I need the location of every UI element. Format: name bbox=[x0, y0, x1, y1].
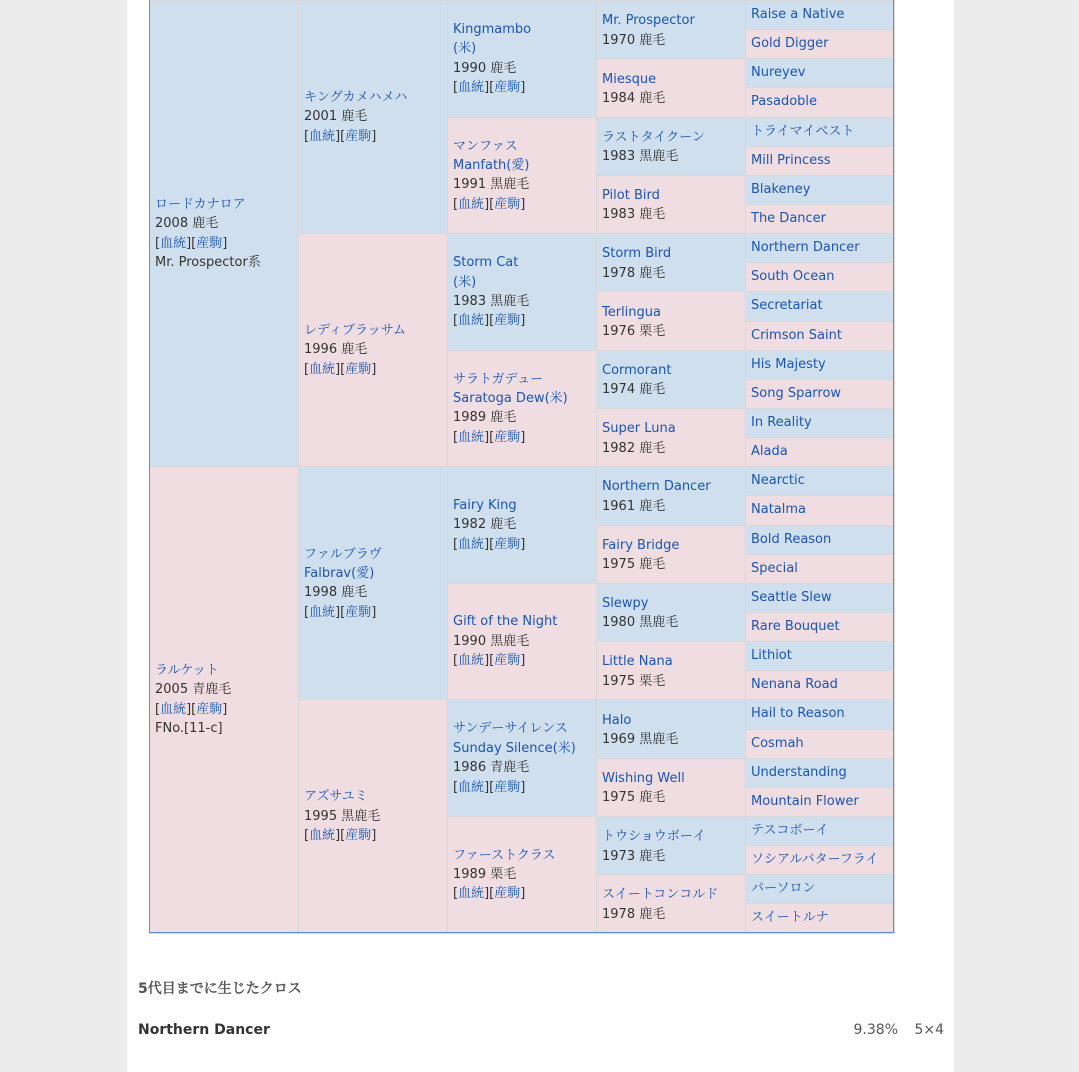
ancestor-birth-color: 1970 鹿毛 bbox=[602, 32, 666, 48]
ancestor-extra: Mr. Prospector系 bbox=[155, 255, 261, 271]
cross-section-title: 5代目までに生じたクロス bbox=[138, 981, 302, 997]
ancestor-name[interactable]: Blakeney bbox=[751, 181, 811, 197]
produce-link[interactable]: 産駒 bbox=[345, 361, 372, 377]
ancestor-cell bbox=[746, 875, 895, 904]
ancestor-cell bbox=[597, 350, 746, 408]
ancestor-name[interactable]: Fairy King bbox=[453, 497, 517, 513]
ancestor-birth-color: 1991 黒鹿毛 bbox=[453, 177, 530, 193]
ancestor-cell bbox=[299, 234, 448, 467]
ancestor-cell bbox=[597, 1, 746, 59]
ancestor-birth-color: 1961 鹿毛 bbox=[602, 498, 666, 514]
pedigree-links: [血統][産駒] bbox=[453, 80, 526, 96]
cross-horse-name: Northern Dancer bbox=[138, 1022, 270, 1038]
ancestor-birth-color: 1986 青鹿毛 bbox=[453, 760, 530, 776]
ancestor-name[interactable]: Pilot Bird bbox=[602, 188, 660, 204]
ancestor-name-alt[interactable]: (米) bbox=[453, 41, 477, 57]
ancestor-name[interactable]: レディブラッサム bbox=[304, 323, 407, 339]
ancestor-name[interactable]: Nureyev bbox=[751, 65, 806, 81]
ancestor-cell bbox=[746, 292, 895, 321]
ancestor-cell bbox=[746, 234, 895, 263]
ancestor-name[interactable]: Slewpy bbox=[602, 596, 649, 612]
ancestor-cell bbox=[746, 904, 895, 933]
produce-link[interactable]: 産駒 bbox=[494, 779, 521, 795]
ancestor-name[interactable]: ロードカナロア bbox=[155, 196, 246, 212]
ancestor-cell bbox=[448, 350, 597, 467]
ancestor-name[interactable]: サラトガデュー bbox=[453, 371, 544, 387]
ancestor-name[interactable]: サンデーサイレンス bbox=[453, 721, 568, 737]
ancestor-cell bbox=[746, 1, 895, 30]
ancestor-cell bbox=[746, 583, 895, 612]
ancestor-name[interactable]: Miesque bbox=[602, 71, 657, 87]
produce-link[interactable]: 産駒 bbox=[196, 235, 223, 251]
ancestor-name[interactable]: His Majesty bbox=[751, 356, 826, 372]
ancestor-name[interactable]: Seattle Slew bbox=[751, 589, 832, 605]
ancestor-birth-color: 1983 鹿毛 bbox=[602, 207, 666, 223]
blood-link[interactable]: 血統 bbox=[458, 886, 485, 902]
ancestor-name[interactable]: Storm Bird bbox=[602, 246, 672, 262]
ancestor-cell bbox=[746, 700, 895, 729]
ancestor-birth-color: 1990 黒鹿毛 bbox=[453, 633, 530, 649]
ancestor-cell bbox=[746, 263, 895, 292]
ancestor-name[interactable]: Northern Dancer bbox=[751, 240, 860, 256]
ancestor-cell bbox=[746, 408, 895, 437]
produce-link[interactable]: 産駒 bbox=[494, 313, 521, 329]
ancestor-name[interactable]: マンファス bbox=[453, 138, 518, 154]
ancestor-name[interactable]: Storm Cat bbox=[453, 255, 519, 271]
ancestor-cell bbox=[597, 642, 746, 700]
ancestor-name[interactable]: Bold Reason bbox=[751, 531, 832, 547]
blood-link[interactable]: 血統 bbox=[458, 80, 485, 96]
blood-link[interactable]: 血統 bbox=[458, 536, 485, 552]
ancestor-cell bbox=[746, 846, 895, 875]
ancestor-cell bbox=[746, 146, 895, 175]
ancestor-name[interactable]: パーソロン bbox=[751, 881, 816, 897]
pedigree-links: [血統][産駒] bbox=[453, 429, 526, 445]
ancestor-birth-color: 1974 鹿毛 bbox=[602, 382, 666, 398]
cross-percent: 9.38% bbox=[853, 1022, 898, 1038]
pedigree-row bbox=[150, 467, 895, 496]
cross-generation: 5×4 bbox=[914, 1022, 944, 1038]
blood-link[interactable]: 血統 bbox=[160, 235, 187, 251]
ancestor-name-alt[interactable]: Sunday Silence(米) bbox=[453, 740, 576, 756]
ancestor-cell bbox=[746, 787, 895, 816]
pedigree-links: [血統][産駒] bbox=[453, 886, 526, 902]
ancestor-cell bbox=[597, 175, 746, 233]
ancestor-cell bbox=[597, 408, 746, 466]
ancestor-name[interactable]: Lithiot bbox=[751, 648, 792, 664]
ancestor-birth-color: 1978 鹿毛 bbox=[602, 906, 666, 922]
pedigree-links: [血統][産駒] bbox=[155, 701, 228, 717]
blood-link[interactable]: 血統 bbox=[458, 779, 485, 795]
ancestor-name[interactable]: Raise a Native bbox=[751, 7, 845, 23]
blood-link[interactable]: 血統 bbox=[309, 128, 336, 144]
ancestor-name[interactable]: ファルブラヴ bbox=[304, 546, 382, 562]
ancestor-name[interactable]: スイートコンコルド bbox=[602, 887, 719, 903]
ancestor-extra: FNo.[11-c] bbox=[155, 721, 223, 737]
ancestor-cell bbox=[746, 175, 895, 204]
ancestor-name[interactable]: ラルケット bbox=[155, 663, 219, 679]
ancestor-name[interactable]: トウショウボーイ bbox=[602, 829, 706, 845]
ancestor-name[interactable]: Alada bbox=[751, 444, 788, 460]
ancestor-cell bbox=[150, 1, 299, 467]
ancestor-name-alt[interactable]: Saratoga Dew(米) bbox=[453, 391, 568, 407]
ancestor-name[interactable]: In Reality bbox=[751, 415, 812, 431]
ancestor-birth-color: 1983 黒鹿毛 bbox=[602, 149, 679, 165]
ancestor-cell bbox=[597, 292, 746, 350]
ancestor-cell bbox=[597, 875, 746, 933]
ancestor-birth-color: 2008 鹿毛 bbox=[155, 216, 219, 232]
ancestor-name-alt[interactable]: (米) bbox=[453, 274, 477, 290]
ancestor-birth-color: 1969 黒鹿毛 bbox=[602, 732, 679, 748]
pedigree-table bbox=[149, 0, 895, 934]
pedigree-links: [血統][産駒] bbox=[453, 536, 526, 552]
ancestor-cell bbox=[746, 525, 895, 554]
ancestor-birth-color: 2005 青鹿毛 bbox=[155, 682, 232, 698]
ancestor-cell bbox=[597, 700, 746, 758]
ancestor-cell bbox=[746, 467, 895, 496]
ancestor-name[interactable]: Mr. Prospector bbox=[602, 13, 695, 29]
produce-link[interactable]: 産駒 bbox=[345, 128, 372, 144]
pedigree-links: [血統][産駒] bbox=[453, 196, 526, 212]
blood-link[interactable]: 血統 bbox=[458, 196, 485, 212]
ancestor-cell bbox=[746, 816, 895, 845]
produce-link[interactable]: 産駒 bbox=[345, 828, 372, 844]
ancestor-name[interactable]: Northern Dancer bbox=[602, 479, 711, 495]
ancestor-cell bbox=[746, 612, 895, 641]
ancestor-cell bbox=[746, 496, 895, 525]
ancestor-birth-color: 1984 鹿毛 bbox=[602, 90, 666, 106]
blood-link[interactable]: 血統 bbox=[309, 361, 336, 377]
ancestor-name[interactable]: Gold Digger bbox=[751, 36, 829, 52]
ancestor-cell bbox=[746, 438, 895, 467]
ancestor-birth-color: 1976 栗毛 bbox=[602, 324, 666, 340]
ancestor-name[interactable]: Rare Bouquet bbox=[751, 619, 840, 635]
ancestor-cell bbox=[597, 117, 746, 175]
pedigree-links: [血統][産駒] bbox=[304, 361, 377, 377]
produce-link[interactable]: 産駒 bbox=[494, 196, 521, 212]
produce-link[interactable]: 産駒 bbox=[494, 886, 521, 902]
ancestor-cell bbox=[746, 729, 895, 758]
ancestor-birth-color: 1975 鹿毛 bbox=[602, 557, 666, 573]
produce-link[interactable]: 産駒 bbox=[196, 701, 223, 717]
ancestor-name[interactable]: Terlingua bbox=[602, 304, 661, 320]
ancestor-cell bbox=[746, 671, 895, 700]
ancestor-cell bbox=[448, 700, 597, 817]
ancestor-cell bbox=[746, 204, 895, 233]
blood-link[interactable]: 血統 bbox=[309, 828, 336, 844]
ancestor-birth-color: 1982 鹿毛 bbox=[453, 517, 517, 533]
pedigree-links: [血統][産駒] bbox=[453, 313, 526, 329]
ancestor-name[interactable]: ラストタイクーン bbox=[602, 129, 705, 145]
ancestor-cell bbox=[299, 700, 448, 933]
ancestor-name[interactable]: Secretariat bbox=[751, 298, 823, 314]
ancestor-name[interactable]: Gift of the Night bbox=[453, 614, 558, 630]
ancestor-cell bbox=[746, 758, 895, 787]
ancestor-name[interactable]: Fairy Bridge bbox=[602, 537, 680, 553]
ancestor-birth-color: 1998 鹿毛 bbox=[304, 585, 368, 601]
ancestor-cell bbox=[746, 30, 895, 59]
cross-row bbox=[138, 1022, 944, 1038]
pedigree-links: [血統][産駒] bbox=[304, 604, 377, 620]
ancestor-cell bbox=[597, 525, 746, 583]
produce-link[interactable]: 産駒 bbox=[494, 429, 521, 445]
ancestor-birth-color: 1982 鹿毛 bbox=[602, 440, 666, 456]
ancestor-cell bbox=[746, 88, 895, 117]
ancestor-cell bbox=[448, 816, 597, 933]
ancestor-cell bbox=[597, 816, 746, 874]
pedigree-links: [血統][産駒] bbox=[453, 779, 526, 795]
blood-link[interactable]: 血統 bbox=[458, 429, 485, 445]
ancestor-cell bbox=[746, 117, 895, 146]
produce-link[interactable]: 産駒 bbox=[494, 80, 521, 96]
produce-link[interactable]: 産駒 bbox=[494, 536, 521, 552]
ancestor-cell bbox=[597, 234, 746, 292]
ancestor-cell bbox=[597, 758, 746, 816]
ancestor-birth-color: 1980 黒鹿毛 bbox=[602, 615, 679, 631]
ancestor-birth-color: 1995 黒鹿毛 bbox=[304, 808, 381, 824]
ancestor-name[interactable]: Super Luna bbox=[602, 421, 676, 437]
ancestor-cell bbox=[299, 467, 448, 700]
ancestor-name[interactable]: ファーストクラス bbox=[453, 847, 556, 863]
ancestor-cell bbox=[597, 583, 746, 641]
ancestor-cell bbox=[746, 321, 895, 350]
ancestor-name[interactable]: Nearctic bbox=[751, 473, 805, 489]
ancestor-cell bbox=[448, 1, 597, 118]
blood-link[interactable]: 血統 bbox=[160, 701, 187, 717]
ancestor-name[interactable]: キングカメハメハ bbox=[304, 89, 408, 105]
ancestor-name[interactable]: Understanding bbox=[751, 764, 847, 780]
ancestor-birth-color: 1973 鹿毛 bbox=[602, 848, 666, 864]
ancestor-cell bbox=[299, 1, 448, 234]
ancestor-name[interactable]: テスコボーイ bbox=[751, 823, 829, 838]
pedigree-links: [血統][産駒] bbox=[304, 128, 377, 144]
ancestor-name[interactable]: Pasadoble bbox=[751, 94, 818, 110]
ancestor-name[interactable]: Little Nana bbox=[602, 654, 673, 670]
pedigree-links: [血統][産駒] bbox=[304, 828, 377, 844]
ancestor-birth-color: 1990 鹿毛 bbox=[453, 60, 517, 76]
ancestor-name[interactable]: Special bbox=[751, 560, 798, 576]
ancestor-cell bbox=[746, 350, 895, 379]
ancestor-name[interactable]: Mill Princess bbox=[751, 152, 831, 168]
pedigree-row bbox=[150, 1, 895, 30]
ancestor-cell bbox=[448, 117, 597, 234]
ancestor-birth-color: 1975 鹿毛 bbox=[602, 790, 666, 806]
ancestor-cell bbox=[746, 379, 895, 408]
ancestor-name-alt[interactable]: Manfath(愛) bbox=[453, 157, 530, 173]
ancestor-name[interactable]: Cormorant bbox=[602, 362, 672, 378]
ancestor-name[interactable]: Kingmambo bbox=[453, 21, 532, 37]
ancestor-birth-color: 1996 鹿毛 bbox=[304, 342, 368, 358]
ancestor-birth-color: 1978 鹿毛 bbox=[602, 265, 666, 281]
ancestor-name[interactable]: アズサユミ bbox=[304, 789, 368, 805]
pedigree-links: [血統][産駒] bbox=[453, 653, 526, 669]
ancestor-name[interactable]: ソシアルバターフライ bbox=[751, 852, 879, 868]
blood-link[interactable]: 血統 bbox=[458, 653, 485, 669]
ancestor-cell bbox=[448, 583, 597, 700]
ancestor-cell bbox=[448, 467, 597, 584]
produce-link[interactable]: 産駒 bbox=[494, 653, 521, 669]
ancestor-name[interactable]: Wishing Well bbox=[602, 770, 685, 786]
ancestor-cell bbox=[746, 642, 895, 671]
ancestor-birth-color: 1989 栗毛 bbox=[453, 867, 517, 883]
ancestor-cell bbox=[597, 467, 746, 525]
ancestor-birth-color: 1989 鹿毛 bbox=[453, 410, 517, 426]
ancestor-name[interactable]: Mountain Flower bbox=[751, 793, 859, 809]
ancestor-name[interactable]: Nenana Road bbox=[751, 677, 838, 693]
blood-link[interactable]: 血統 bbox=[309, 604, 336, 620]
ancestor-name-alt[interactable]: Falbrav(愛) bbox=[304, 565, 375, 581]
ancestor-cell bbox=[150, 467, 299, 933]
pedigree-links: [血統][産駒] bbox=[155, 235, 228, 251]
ancestor-name[interactable]: Cosmah bbox=[751, 735, 804, 751]
ancestor-name[interactable]: South Ocean bbox=[751, 269, 835, 285]
ancestor-name[interactable]: Song Sparrow bbox=[751, 385, 842, 401]
ancestor-cell bbox=[746, 59, 895, 88]
ancestor-cell bbox=[597, 59, 746, 117]
ancestor-birth-color: 2001 鹿毛 bbox=[304, 109, 368, 125]
ancestor-name[interactable]: The Dancer bbox=[751, 211, 827, 227]
ancestor-name[interactable]: Hail to Reason bbox=[751, 706, 845, 722]
ancestor-name[interactable]: トライマイベスト bbox=[751, 123, 855, 139]
ancestor-cell bbox=[448, 234, 597, 351]
ancestor-cell bbox=[746, 554, 895, 583]
ancestor-birth-color: 1975 栗毛 bbox=[602, 673, 666, 689]
ancestor-name[interactable]: Crimson Saint bbox=[751, 327, 842, 343]
ancestor-name[interactable]: Halo bbox=[602, 712, 632, 728]
blood-link[interactable]: 血統 bbox=[458, 313, 485, 329]
ancestor-name[interactable]: Natalma bbox=[751, 502, 806, 518]
ancestor-name[interactable]: スイートルナ bbox=[751, 910, 829, 926]
produce-link[interactable]: 産駒 bbox=[345, 604, 372, 620]
ancestor-birth-color: 1983 黒鹿毛 bbox=[453, 293, 530, 309]
